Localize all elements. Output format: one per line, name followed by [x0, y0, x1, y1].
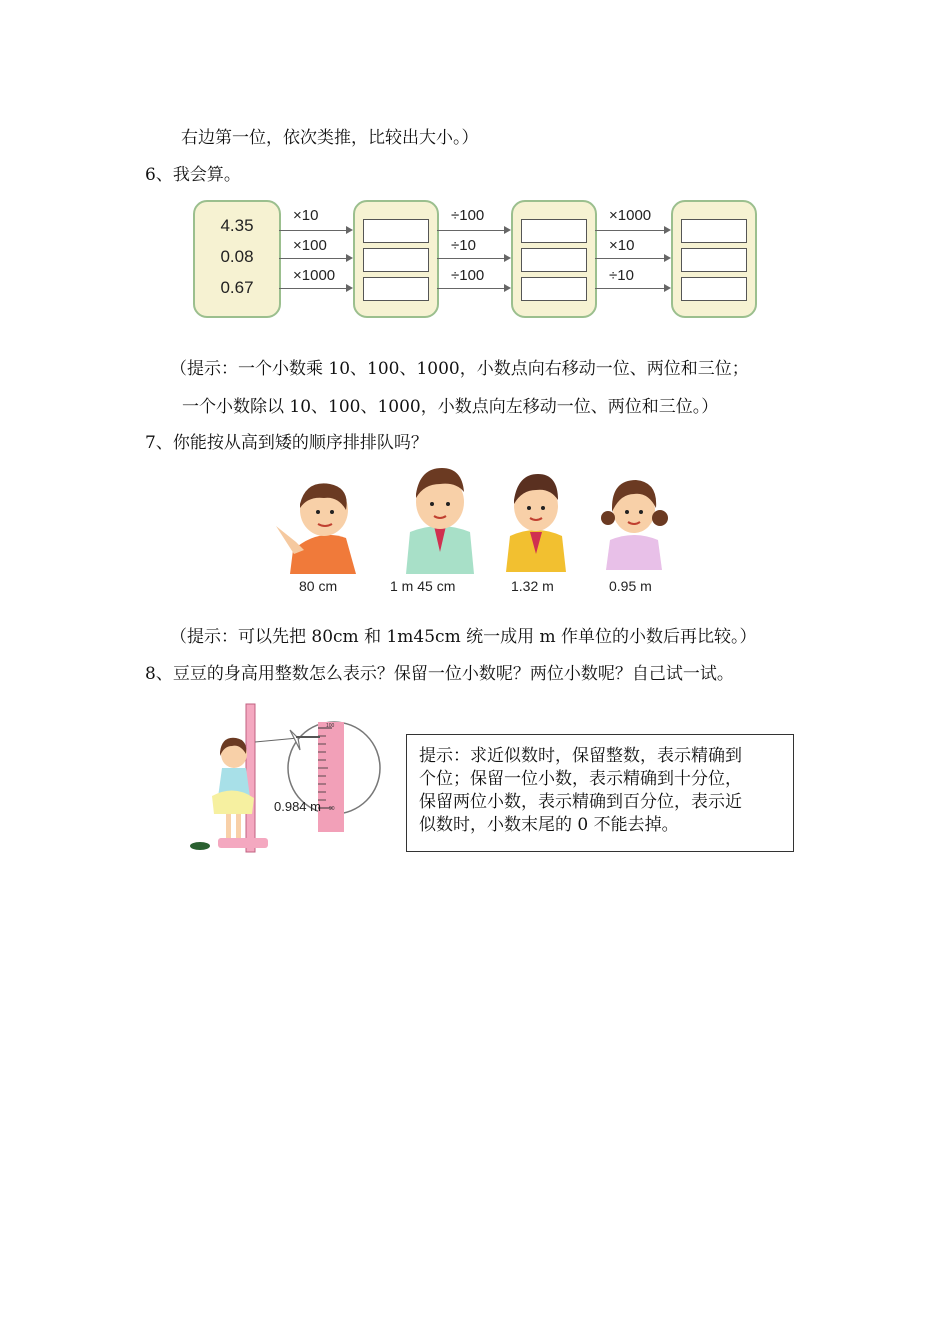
answer-blank[interactable]: [363, 248, 429, 272]
hint-8-line-4: 似数时，小数末尾的 0 不能去掉。: [419, 815, 679, 835]
answer-blank[interactable]: [521, 277, 587, 301]
hint-8-line-2: 个位；保留一位小数，表示精确到十分位，: [419, 769, 742, 789]
hint-6-line-2: 一个小数除以 10、100、1000，小数点向左移动一位、两位和三位。）: [182, 397, 719, 417]
question-7: 7、你能按从高到矮的顺序排排队吗？: [145, 433, 428, 453]
number-box: [193, 200, 281, 318]
answer-blank[interactable]: [681, 277, 747, 301]
height-measure-illustration: [186, 700, 386, 856]
number-2: 0.08: [220, 247, 254, 266]
arrow: [595, 288, 669, 289]
calc-diagram: [193, 200, 755, 316]
height-label-3: 1.32 m: [511, 578, 554, 594]
number-1: 4.35: [220, 216, 254, 235]
question-6: 6、我会算。: [145, 165, 241, 185]
number-3: 0.67: [220, 278, 254, 297]
ruler-mark-100: 100: [326, 723, 335, 729]
answer-blank[interactable]: [363, 277, 429, 301]
op-label: ×1000: [609, 207, 652, 224]
answer-blank[interactable]: [681, 219, 747, 243]
op-label: ×100: [293, 237, 327, 254]
answer-blank[interactable]: [363, 219, 429, 243]
answer-stage-3: [671, 200, 757, 318]
height-label-4: 0.95 m: [609, 578, 652, 594]
boy-2-figure: [400, 462, 480, 576]
height-label-2: 1 m 45 cm: [390, 578, 456, 594]
hint-7: （提示：可以先把 80cm 和 1m45cm 统一成用 m 作单位的小数后再比较。）: [170, 627, 757, 647]
arrow: [437, 288, 509, 289]
op-label: ÷10: [451, 237, 476, 254]
answer-blank[interactable]: [681, 248, 747, 272]
answer-stage-1: [353, 200, 439, 318]
arrow: [437, 230, 509, 231]
op-label: ×1000: [293, 267, 336, 284]
hint-8-line-3: 保留两位小数，表示精确到百分位，表示近: [419, 792, 742, 812]
arrow: [279, 230, 351, 231]
arrow: [595, 230, 669, 231]
answer-blank[interactable]: [521, 248, 587, 272]
hint-6-line-1: （提示：一个小数乘 10、100、1000，小数点向右移动一位、两位和三位；: [170, 359, 749, 379]
question-8: 8、豆豆的身高用整数怎么表示？保留一位小数呢？两位小数呢？自己试一试。: [145, 664, 734, 684]
height-label-1: 80 cm: [299, 578, 338, 594]
arrow: [437, 258, 509, 259]
answer-blank[interactable]: [521, 219, 587, 243]
text-line-1: 右边第一位，依次类推，比较出大小。）: [181, 128, 479, 148]
boy-3-figure: [500, 470, 572, 574]
hint-8-box: [406, 734, 794, 852]
hint-8-line-1: 提示：求近似数时，保留整数，表示精确到: [419, 746, 742, 766]
girl-figure: [598, 474, 672, 572]
girl-height-label: 0.984 m: [274, 799, 321, 814]
op-label: ÷100: [451, 207, 485, 224]
arrow: [279, 288, 351, 289]
answer-stage-2: [511, 200, 597, 318]
op-label: ×10: [293, 207, 319, 224]
op-label: ÷10: [609, 267, 634, 284]
op-label: ÷100: [451, 267, 485, 284]
arrow: [279, 258, 351, 259]
op-label: ×10: [609, 237, 635, 254]
boy-1-figure: [268, 478, 368, 576]
ruler-mark-90: 90: [329, 806, 335, 812]
arrow: [595, 258, 669, 259]
